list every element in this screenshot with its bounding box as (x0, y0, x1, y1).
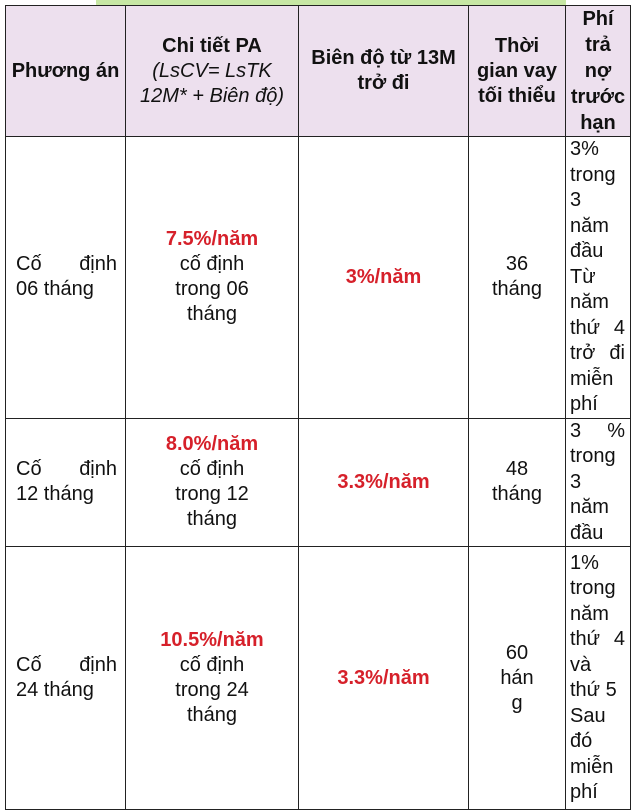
fee-word: 4 (613, 628, 625, 650)
plan-cell (6, 547, 126, 810)
margin-cell (299, 418, 469, 547)
fee-line: Sau (570, 704, 606, 727)
plan-line (16, 653, 117, 678)
plan-cell (6, 137, 126, 419)
plan-word: Cố (16, 253, 42, 276)
fee-line: 3% (570, 138, 599, 160)
detail-line: trong 24 (175, 679, 249, 701)
fee-word: thứ (570, 316, 601, 339)
detail-cell (126, 418, 299, 547)
fee-line: đó (570, 730, 593, 752)
header-fee-line: Phí (582, 8, 614, 30)
fee-line (570, 316, 625, 342)
fee-line: 1% (570, 551, 599, 574)
header-fee-line: trước (570, 86, 626, 108)
detail-cell (126, 137, 299, 419)
fee-cell (566, 418, 631, 547)
fee-cell (566, 137, 631, 419)
term-line: 60 (505, 641, 529, 664)
table-row (6, 137, 631, 419)
detail-line: cố định (179, 253, 245, 276)
detail-cell (126, 547, 299, 810)
margin-cell (299, 137, 469, 419)
fee-line (570, 419, 625, 445)
fee-line: miễn (570, 367, 614, 390)
fee-cell (566, 547, 631, 810)
fee-line: 3 năm (570, 470, 609, 518)
fixed-rate: 8.0%/năm (165, 433, 259, 456)
header-margin (299, 6, 469, 137)
fixed-rate: 10.5%/năm (160, 629, 264, 651)
fee-line: phí (570, 393, 598, 415)
fee-line: trong (570, 163, 616, 186)
margin-value: 3.3%/năm (337, 666, 430, 689)
fee-line (570, 627, 625, 653)
detail-line: trong 06 (175, 278, 249, 301)
fee-line: năm (570, 602, 609, 625)
header-margin-label: Biên độ từ 13M trở đi (311, 47, 456, 94)
term-line: hán (500, 666, 534, 689)
header-plan (6, 6, 126, 137)
term-line: tháng (491, 278, 543, 301)
term-cell (469, 547, 566, 810)
plan-line (16, 252, 117, 277)
fee-line: phí (570, 781, 598, 803)
term-line: tháng (491, 483, 543, 506)
term-line: 48 (505, 458, 529, 481)
plan-word: Cố (16, 654, 42, 676)
detail-line: tháng (186, 303, 238, 326)
plan-line: 12 tháng (16, 483, 94, 506)
table-row (6, 418, 631, 547)
plan-word: định (79, 253, 117, 276)
plan-line (16, 457, 117, 482)
fee-line (570, 341, 625, 367)
fee-line: 3 năm (570, 189, 609, 237)
header-term (469, 6, 566, 137)
plan-line: 24 tháng (16, 679, 94, 701)
fee-line: thứ 5 (570, 679, 617, 701)
plan-line: 06 tháng (16, 278, 94, 301)
header-term-label: Thời gian vay tối thiểu (476, 34, 558, 107)
term-line: 36 (505, 253, 529, 276)
fee-word: trở (570, 342, 596, 364)
fee-word: 3 (570, 419, 582, 442)
fee-line: đầu (570, 521, 604, 544)
header-fee-line: trả (585, 34, 611, 56)
header-plan-label: Phương án (11, 59, 120, 82)
fee-line: Từ (570, 265, 596, 288)
header-fee (566, 6, 631, 137)
fee-line: trong (570, 445, 616, 467)
fixed-rate: 7.5%/năm (165, 228, 259, 251)
detail-line: cố định (179, 654, 245, 676)
margin-cell (299, 547, 469, 810)
header-detail (126, 6, 299, 137)
term-cell (469, 137, 566, 419)
fee-line: đầu (570, 240, 604, 262)
header-row (6, 6, 631, 137)
header-fee-line: nợ (584, 60, 612, 82)
detail-line: cố định (179, 458, 245, 481)
fee-line: trong (570, 577, 616, 599)
margin-value: 3%/năm (345, 265, 422, 288)
plan-cell (6, 418, 126, 547)
detail-line: tháng (186, 508, 238, 531)
detail-line: tháng (186, 704, 238, 726)
header-detail-note: (LsCV= LsTK 12M* + Biên độ) (140, 59, 284, 107)
detail-line: trong 12 (175, 483, 249, 506)
fee-line: và (570, 653, 592, 676)
fee-line: miễn (570, 755, 614, 778)
fee-word: thứ (570, 628, 601, 650)
plan-word: định (79, 458, 117, 481)
fee-line: năm (570, 291, 609, 313)
plan-word: định (79, 654, 117, 676)
margin-value: 3.3%/năm (337, 470, 430, 493)
term-line: g (511, 691, 523, 714)
table-row (6, 547, 631, 810)
fee-word: % (607, 419, 625, 442)
term-cell (469, 418, 566, 547)
header-fee-line: hạn (580, 112, 616, 134)
fee-word: đi (609, 342, 625, 364)
header-detail-label: Chi tiết PA (162, 34, 262, 57)
plan-word: Cố (16, 458, 42, 481)
loan-plan-table (5, 5, 631, 810)
fee-word: 4 (613, 316, 625, 339)
